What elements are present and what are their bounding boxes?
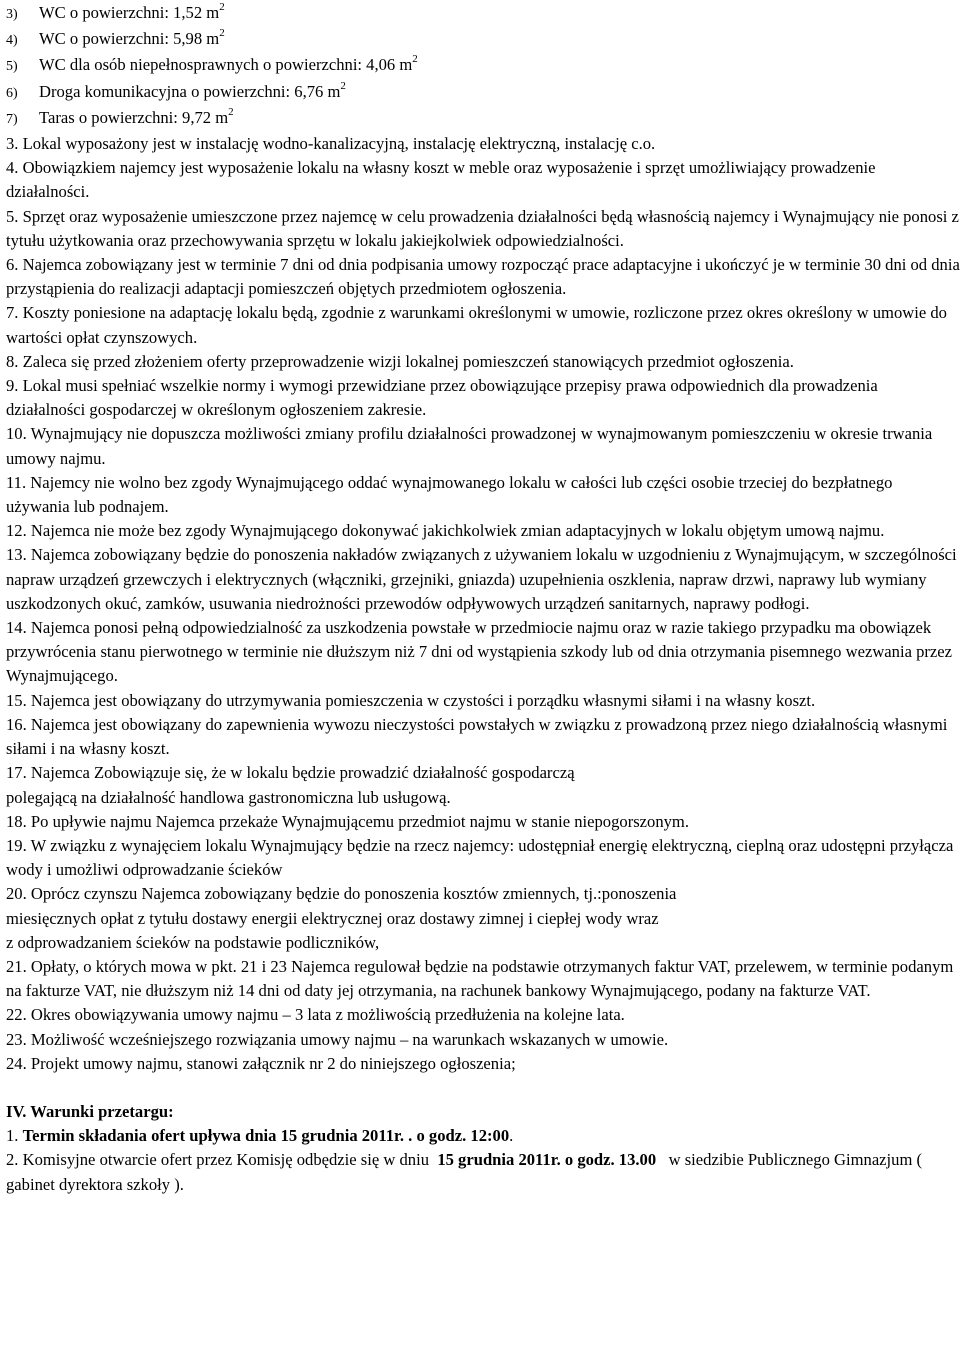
paragraph-22: 22. Okres obowiązywania umowy najmu – 3 lata z możliwością przedłużenia na kolejne lata. (6, 1005, 625, 1025)
paragraph-13: 13. Najemca zobowiązany będzie do ponoszenia nakładów związanych z używaniem lokalu w uzgodnieniu z Wynajmującym, w szczególności napraw urządzeń grzewczych i elektrycznych (włączniki, grzejniki, gniazda) uzupełnienia oszklenia, napraw drzwi, naprawy lub wymiany uszkodzonych okuć, zamków, usuwania niedrożności przewodów odpływowych urządzeń sanitarnych, naprawy podłogi. (6, 545, 957, 613)
paragraph-21: 21. Opłaty, o których mowa w pkt. 21 i 23 Najemca regulował będzie na podstawie otrzymanych faktur VAT, przelewem, w terminie podanym na fakturze VAT, nie dłuższym niż 14 dni od daty jej otrzymania, na rachunek bankowy Wynajmującego, podany na fakturze VAT. (6, 956, 954, 1001)
paragraph-11: 11. Najemcy nie wolno bez zgody Wynajmującego oddać wynajmowanego lokalu w całości lub części osobie trzeciej do bezpłatnego używania lub podnajem. (6, 472, 893, 517)
paragraph-6: 6. Najemca zobowiązany jest w terminie 7 dni od dnia podpisania umowy rozpocząć prace adaptacyjne i ukończyć je w terminie 30 dni od dnia przystąpienia do realizacji adaptacji pomieszczeń objętych przedmiotem ogłoszenia. (6, 255, 960, 299)
paragraph-18: 18. Po upływie najmu Najemca przekaże Wynajmującemu przedmiot najmu w stanie niepogorszonym. (6, 811, 689, 831)
section-spacer (6, 1076, 960, 1100)
paragraph-9: 9. Lokal musi spełniać wszelkie normy i wymogi przewidziane przez obowiązujące przepisy prawa odpowiednich dla prowadzenia działalności gospodarczej w określonym ogłoszeniem zakresie. (6, 376, 878, 420)
paragraph-17: 17. Najemca Zobowiązuje się, że w lokalu będzie prowadzić działalność gospodarczą polegającą na działalność handlowa gastronomiczna lub usługową. (6, 763, 575, 807)
list-item: 4) WC o powierzchni: 5,98 $m^2$ (6, 27, 225, 49)
paragraph-15: 15. Najemca jest obowiązany do utrzymywania pomieszczenia w czystości i porządku własnymi siłami i na własny koszt. (6, 690, 816, 710)
list-item: 7) Taras o powierzchni: 9,72 $m^2$ (6, 105, 234, 127)
paragraph-12: 12. Najemca nie może bez zgody Wynajmującego dokonywać jakichkolwiek zmian adaptacyjnych w lokalu objętym umową najmu. (6, 521, 885, 541)
section-warunki-przetargu (6, 1100, 960, 1197)
paragraph-4: 4. Obowiązkiem najemcy jest wyposażenie lokalu na własny koszt w meble oraz wyposażenie i sprzęt umożliwiający prowadzenie działalności. (6, 158, 876, 202)
paragraph-16: 16. Najemca jest obowiązany do zapewnienia wywozu nieczystości powstałych w związku z prowadzoną przez niego działalnością własnymi siłami i na własny koszt. (6, 714, 948, 759)
paragraph-14: 14. Najemca ponosi pełną odpowiedzialność za uszkodzenia powstałe w przedmiocie najmu oraz w razie takiego przypadku ma obowiązek przywrócenia stanu pierwotnego w terminie nie dłuższym niż 7 dni od wystąpienia szkody lub od dnia otrzymania pisemnego wezwania przez Wynajmującego. (6, 618, 953, 686)
paragraph-19: 19. W związku z wynajęciem lokalu Wynajmujący będzie na rzecz najemcy: udostępniał energię elektryczną, cieplną oraz udostępni przyłącza wody i umożliwi odprowadzanie ścieków (6, 835, 954, 880)
paragraph-20: 20. Oprócz czynszu Najemca zobowiązany będzie do ponoszenia kosztów zmiennych, tj.:ponoszenia miesięcznych opłat z tytułu dostawy energii elektrycznej oraz dostawy zimnej i ciepłej wody wraz z odprowadzaniem ścieków na podstawie podliczników, (6, 884, 677, 952)
document-page (6, 1, 960, 1197)
paragraph-5: 5. Sprzęt oraz wyposażenie umieszczone przez najemcę w celu prowadzenia działalności będą własnością najemcy i Wynajmujący nie ponosi z tytułu użytkowania oraz przechowywania sprzętu w lokalu jakiejkolwiek odpowiedzialności. (6, 206, 959, 250)
section-heading: IV. Warunki przetargu: (6, 1101, 174, 1121)
paragraph-10: 10. Wynajmujący nie dopuszcza możliwości zmiany profilu działalności prowadzonej w wynajmowanym pomieszczeniu w okresie trwania umowy najmu. (6, 424, 933, 468)
area-sublist (6, 1, 960, 132)
list-item: 6) Droga komunikacyjna o powierzchni: 6,76 $m^2$ (6, 79, 346, 101)
condition-item-2: 2. Komisyjne otwarcie ofert przez Komisję odbędzie się w dniu 15 grudnia 2011r. o godz. 13.00 w siedzibie Publicznego Gimnazjum ( gabinet dyrektora szkoły ). (6, 1150, 927, 1194)
list-item: 5) WC dla osób niepełnosprawnych o powierzchni: 4,06 $m^2$ (6, 53, 418, 75)
condition-item-1: 1. Termin składania ofert upływa dnia 15 grudnia 2011r. . o godz. 12:00. (6, 1126, 514, 1146)
paragraph-3: 3. Lokal wyposażony jest w instalację wodno-kanalizacyjną, instalację elektryczną, instalację c.o. (6, 134, 656, 154)
list-item: 3) WC o powierzchni: 1,52 $m^2$ (6, 1, 225, 22)
paragraph-23: 23. Możliwość wcześniejszego rozwiązania umowy najmu – na warunkach wskazanych w umowie. (6, 1029, 669, 1049)
paragraph-24: 24. Projekt umowy najmu, stanowi załącznik nr 2 do niniejszego ogłoszenia; (6, 1053, 516, 1073)
paragraph-7: 7. Koszty poniesione na adaptację lokalu będą, zgodnie z warunkami określonymi w umowie, rozliczone przez okres określony w umowie do wartości opłat czynszowych. (6, 303, 947, 347)
paragraph-8: 8. Zaleca się przed złożeniem oferty przeprowadzenie wizji lokalnej pomieszczeń stanowiących przedmiot ogłoszenia. (6, 351, 794, 371)
